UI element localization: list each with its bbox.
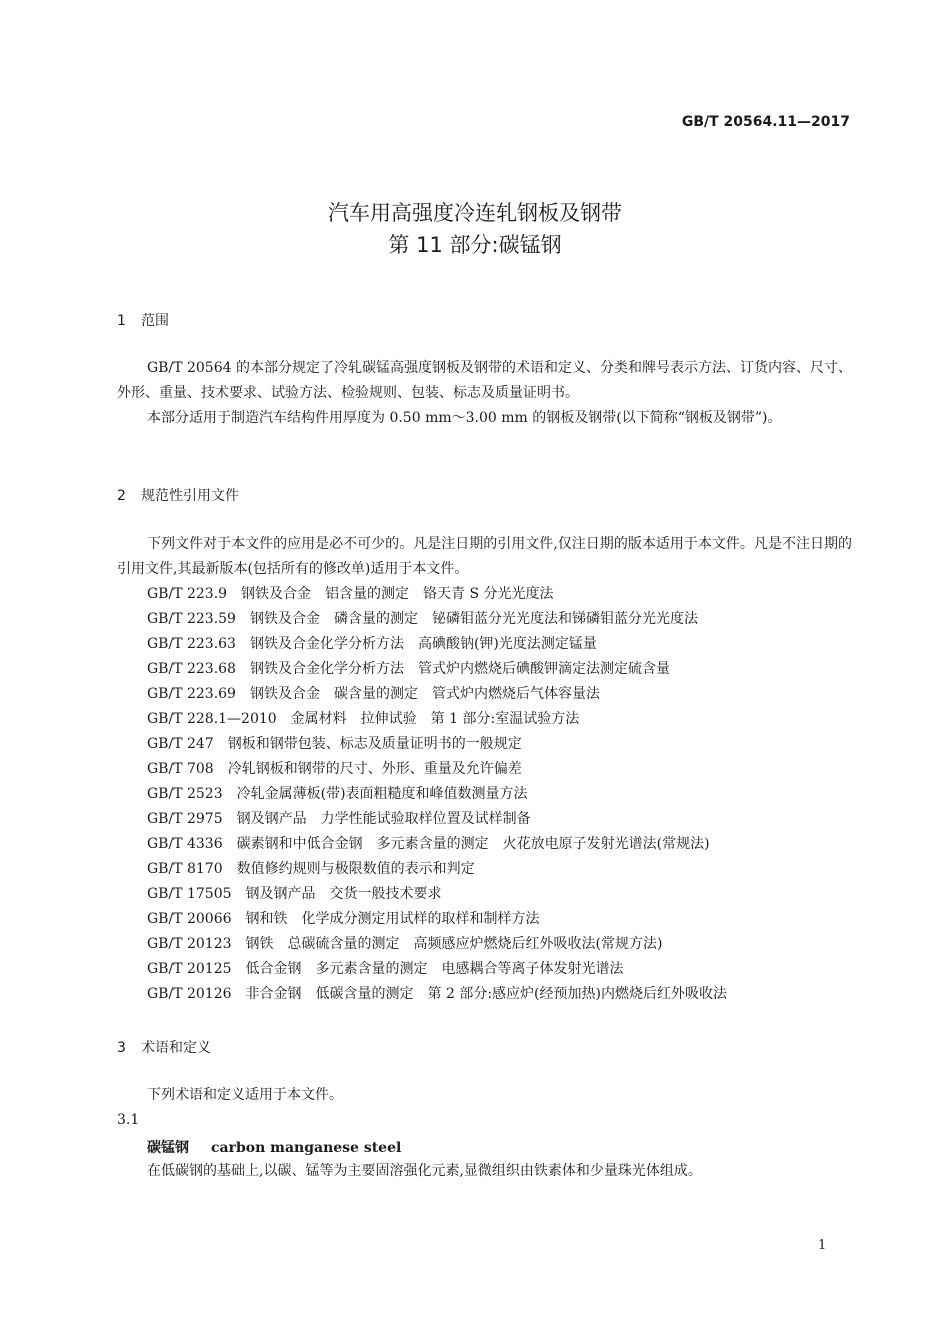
section-heading-1 [117,310,169,330]
paragraph: 下列文件对于本文件的应用是必不可少的。凡是注日期的引用文件,仅注日期的版本适用于本文件。凡是不注日期的引用文件,其最新版本(包括所有的修改单)适用于本文件。 [117,536,852,577]
paragraph: 下列术语和定义适用于本文件。 [147,1087,343,1103]
reference-item: GB/T 20123 钢铁 总碳硫含量的测定 高频感应炉燃烧后红外吸收法(常规方法) [147,936,663,952]
section-number: 1 [117,313,126,329]
reference-item: GB/T 228.1—2010 金属材料 拉伸试验 第 1 部分:室温试验方法 [147,711,580,727]
term-cn: 碳锰钢 [147,1140,189,1156]
term-en: carbon manganese steel [211,1140,402,1156]
term-number: 3.1 [117,1112,140,1128]
document-title: 汽车用高强度冷连轧钢板及钢带 [328,201,622,225]
reference-item: GB/T 4336 碳素钢和中低合金钢 多元素含量的测定 火花放电原子发射光谱法(常规法) [147,836,710,852]
page-number: 1 [818,1238,827,1253]
paragraph: GB/T 20564 的本部分规定了冷轧碳锰高强度钢板及钢带的术语和定义、分类和牌号表示方法、订货内容、尺寸、外形、重量、技术要求、试验方法、检验规则、包装、标志及质量证明书。 [117,360,852,401]
paragraph: 本部分适用于制造汽车结构件用厚度为 0.50 mm～3.00 mm 的钢板及钢带(以下简称“钢板及钢带”)。 [147,410,782,426]
section-title: 术语和定义 [141,1040,211,1056]
reference-item: GB/T 20126 非合金钢 低碳含量的测定 第 2 部分:感应炉(经预加热)内燃烧后红外吸收法 [147,986,727,1002]
reference-item: GB/T 223.59 钢铁及合金 磷含量的测定 铋磷钼蓝分光光度法和锑磷钼蓝分光光度法 [147,611,698,627]
term-entry [147,1137,401,1157]
reference-item: GB/T 223.69 钢铁及合金 碳含量的测定 管式炉内燃烧后气体容量法 [147,686,600,702]
section-title: 范围 [141,313,169,329]
reference-item: GB/T 223.63 钢铁及合金化学分析方法 高碘酸钠(钾)光度法测定锰量 [147,636,597,652]
reference-item: GB/T 17505 钢及钢产品 交货一般技术要求 [147,886,442,902]
reference-item: GB/T 223.68 钢铁及合金化学分析方法 管式炉内燃烧后碘酸钾滴定法测定硫含量 [147,661,670,677]
reference-item: GB/T 2523 冷轧金属薄板(带)表面粗糙度和峰值数测量方法 [147,786,528,802]
reference-item: GB/T 708 冷轧钢板和钢带的尺寸、外形、重量及允许偏差 [147,761,522,777]
section-number: 3 [117,1040,126,1056]
reference-item: GB/T 20066 钢和铁 化学成分测定用试样的取样和制样方法 [147,911,540,927]
term-definition: 在低碳钢的基础上,以碳、锰等为主要固溶强化元素,显微组织由铁素体和少量珠光体组成。 [147,1163,702,1179]
section-number: 2 [117,488,126,504]
section-heading-2 [117,485,239,505]
standard-code: GB/T 20564.11—2017 [681,114,850,130]
reference-item: GB/T 20125 低合金钢 多元素含量的测定 电感耦合等离子体发射光谱法 [147,961,624,977]
reference-item: GB/T 2975 钢及钢产品 力学性能试验取样位置及试样制备 [147,811,531,827]
reference-item: GB/T 8170 数值修约规则与极限数值的表示和判定 [147,861,475,877]
reference-item: GB/T 223.9 钢铁及合金 铝含量的测定 铬天青 S 分光光度法 [147,586,554,602]
document-subtitle: 第 11 部分:碳锰钢 [388,233,562,257]
reference-item: GB/T 247 钢板和钢带包装、标志及质量证明书的一般规定 [147,736,522,752]
section-title: 规范性引用文件 [141,488,239,504]
section-heading-3 [117,1037,211,1057]
